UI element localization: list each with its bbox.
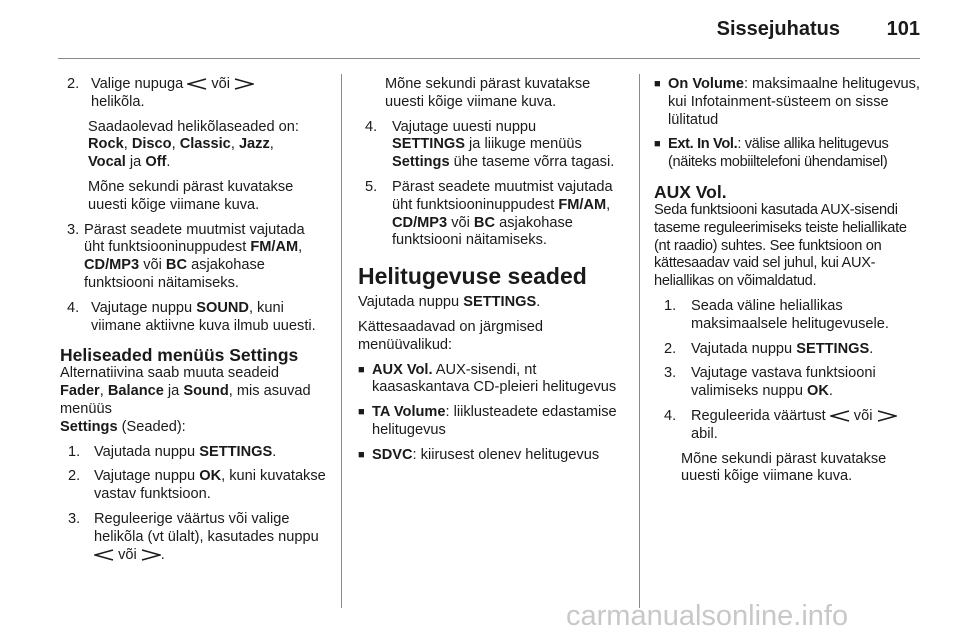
list-item: 3. Vajutage vastava funktsiooni valimiseks nuppu OK. xyxy=(664,365,876,400)
arrow-right-icon xyxy=(141,549,161,561)
column-1 xyxy=(60,76,328,571)
column-divider-2 xyxy=(639,74,640,608)
page-number: 101 xyxy=(886,18,920,40)
paragraph: Mõne sekundi pärast kuvatakse uuesti kõige viimane kuva. xyxy=(681,450,887,485)
list-item: 1. Vajutada nuppu SETTINGS. xyxy=(68,443,277,460)
list-item: 4. Vajutage uuesti nuppu SETTINGS ja liikuge menüüs Settings ühe taseme võrra tagasi. xyxy=(365,118,615,171)
list-item: ■ On Volume: maksimaalne helitugevus, kui Infotainment-süsteem on sisse lülitatud xyxy=(654,76,920,128)
section-heading: Helitugevuse seaded xyxy=(358,263,587,290)
paragraph: Mõne sekundi pärast kuvatakse uuesti kõige viimane kuva. xyxy=(385,76,591,110)
list-item: 5. Pärast seadete muutmist vajutada üht funktsiooninuppudest FM/AM, CD/MP3 või BC asjakohase funktsiooni näitamiseks. xyxy=(365,178,613,249)
column-3 xyxy=(654,76,920,493)
arrow-left-icon xyxy=(830,410,850,422)
list-item: ■ TA Volume: liiklusteadete edastamise helitugevus xyxy=(358,404,617,438)
arrow-right-icon xyxy=(234,78,254,90)
arrow-left-icon xyxy=(187,78,207,90)
list-item: 2. Valige nupuga või helikõla. xyxy=(60,76,328,112)
paragraph: Vajutada nuppu SETTINGS. xyxy=(358,294,541,311)
bullet-icon: ■ xyxy=(654,78,661,90)
bullet-icon: ■ xyxy=(654,138,661,151)
list-item: ■ AUX Vol. AUX-sisendi, nt kaasaskantava CD-pleieri helitugevus xyxy=(358,361,617,396)
paragraph: Mõne sekundi pärast kuvatakse uuesti kõige viimane kuva. xyxy=(88,178,294,213)
paragraph: Kättesaadavad on järgmised menüüvalikud: xyxy=(358,318,543,353)
list-item: 1. Seada väline heliallikas maksimaalsele helitugevusele. xyxy=(664,297,889,332)
list-item: 2. Vajutada nuppu SETTINGS. xyxy=(664,340,874,357)
page-header-title: Sissejuhatus xyxy=(716,18,840,40)
arrow-right-icon xyxy=(877,410,897,422)
bullet-icon: ■ xyxy=(358,363,365,376)
section-heading: Heliseaded menüüs Settings xyxy=(60,345,299,366)
arrow-left-icon xyxy=(94,549,114,561)
section-heading: AUX Vol. xyxy=(654,181,727,202)
column-divider-1 xyxy=(341,74,342,608)
list-item: ■ Ext. In Vol.: välise allika helitugevus (näiteks mobiiltelefoni ühendamisel) xyxy=(654,136,889,171)
list-item: 3. Pärast seadete muutmist vajutada üht funktsiooninuppudest FM/AM, CD/MP3 või BC asjakohase funktsiooni näitamiseks. xyxy=(67,221,305,291)
list-item: 2. Vajutage nuppu OK, kuni kuvatakse vastav funktsioon. xyxy=(68,468,326,503)
list-item: 4. Vajutage nuppu SOUND, kuni viimane aktiivne kuva ilmub uuesti. xyxy=(67,299,316,334)
paragraph: Alternatiivina saab muuta seadeid Fader, Balance ja Sound, mis asuvad menüüs Settings (Seaded): xyxy=(60,365,311,435)
column-2 xyxy=(358,76,626,472)
header-rule xyxy=(58,58,920,59)
watermark: carmanualsonline.info xyxy=(566,600,849,632)
paragraph: Saadaolevad helikõlaseaded on: Rock, Disco, Classic, Jazz, Vocal ja Off. xyxy=(88,118,299,171)
list-item: 3. Reguleerige väärtus või valige helikõla (vt ülalt), kasutades nuppu või . xyxy=(68,510,319,563)
bullet-icon: ■ xyxy=(358,406,365,419)
bullet-icon: ■ xyxy=(358,448,365,461)
list-item: 4. Reguleerida väärtust või abil. xyxy=(654,408,920,444)
paragraph: Seda funktsiooni kasutada AUX-sisendi taseme reguleerimiseks teiste heliallikate (nt raadio) suhtes. See funktsioon on kättesaadav vaid sel juhul, kui AUX-heliallikas on võimaldatud. xyxy=(654,201,907,290)
list-item: ■ SDVC: kiirusest olenev helitugevus xyxy=(358,446,600,463)
